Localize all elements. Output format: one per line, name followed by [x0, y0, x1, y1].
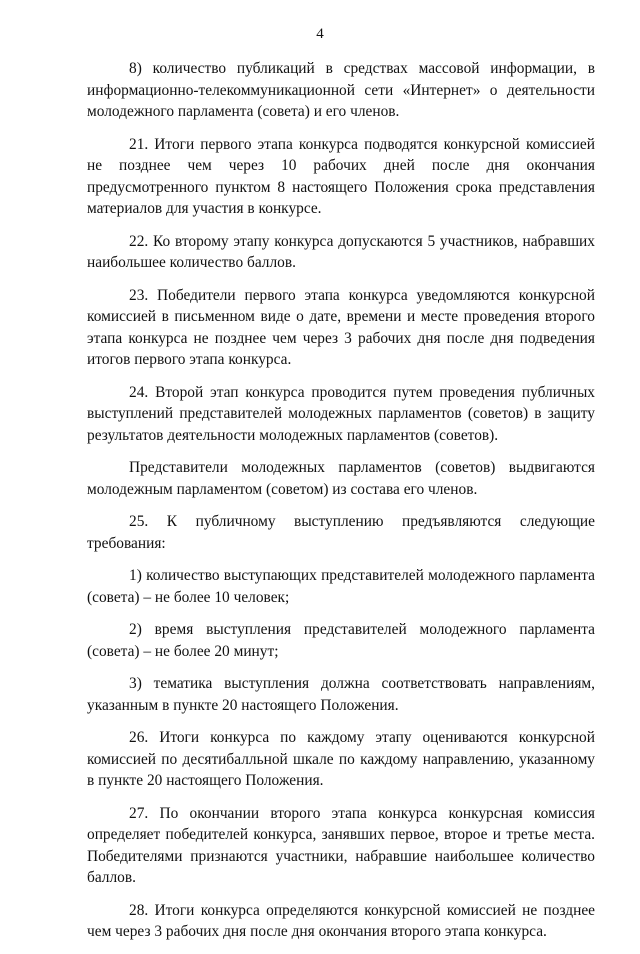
paragraph-clause-28: 28. Итоги конкурса определяются конкурсной комиссией не позднее чем через 3 рабочих дня после дня окончания второго этапа конкурса. — [87, 901, 595, 940]
page-number: 4 — [316, 26, 324, 42]
paragraph-clause-22: 22. Ко второму этапу конкурса допускаются 5 участников, набравших наибольшее количество баллов. — [87, 232, 595, 271]
paragraph-clause-21: 21. Итоги первого этапа конкурса подводятся конкурсной комиссией не позднее чем через 10 рабочих дней после дня окончания предусмотренного пунктом 8 настоящего Положения срока представления материалов для участия в конкурсе. — [87, 135, 595, 217]
paragraph-representatives: Представители молодежных парламентов (советов) выдвигаются молодежным парламентом (советом) из состава его членов. — [87, 459, 595, 498]
paragraph-clause-26: 26. Итоги конкурса по каждому этапу оцениваются конкурсной комиссией по десятибалльной шкале по каждому направлению, указанному в пункте 20 настоящего Положения. — [87, 729, 595, 789]
paragraph-clause-24: 24. Второй этап конкурса проводится путем проведения публичных выступлений представителей молодежных парламентов (советов) в защиту результатов деятельности молодежных парламентов (советов). — [87, 383, 595, 444]
paragraph-item-8: 8) количество публикаций в средствах массовой информации, в информационно-телекоммуникационной сети «Интернет» о деятельности молодежного парламента (совета) и его членов. — [87, 60, 595, 120]
paragraph-clause-23: 23. Победители первого этапа конкурса уведомляются конкурсной комиссией в письменном виде о дате, времени и месте проведения второго этапа конкурса не позднее чем через 3 рабочих дня после дня подведения итогов первого этапа конкурса. — [87, 286, 595, 368]
paragraph-requirement-3: 3) тематика выступления должна соответствовать направлениям, указанным в пункте 20 настоящего Положения. — [87, 675, 595, 714]
paragraph-requirement-1: 1) количество выступающих представителей молодежного парламента (совета) – не более 10 человек; — [87, 567, 595, 606]
paragraph-clause-25: 25. К публичному выступлению предъявляются следующие требования: — [87, 513, 595, 552]
document-body — [87, 58, 595, 954]
paragraph-clause-27: 27. По окончании второго этапа конкурса конкурсная комиссия определяет победителей конкурса, занявших первое, второе и третье места. Победителями признаются участники, набравшие наибольшее количество баллов. — [87, 804, 595, 886]
paragraph-requirement-2: 2) время выступления представителей молодежного парламента (совета) – не более 20 минут; — [87, 621, 595, 660]
